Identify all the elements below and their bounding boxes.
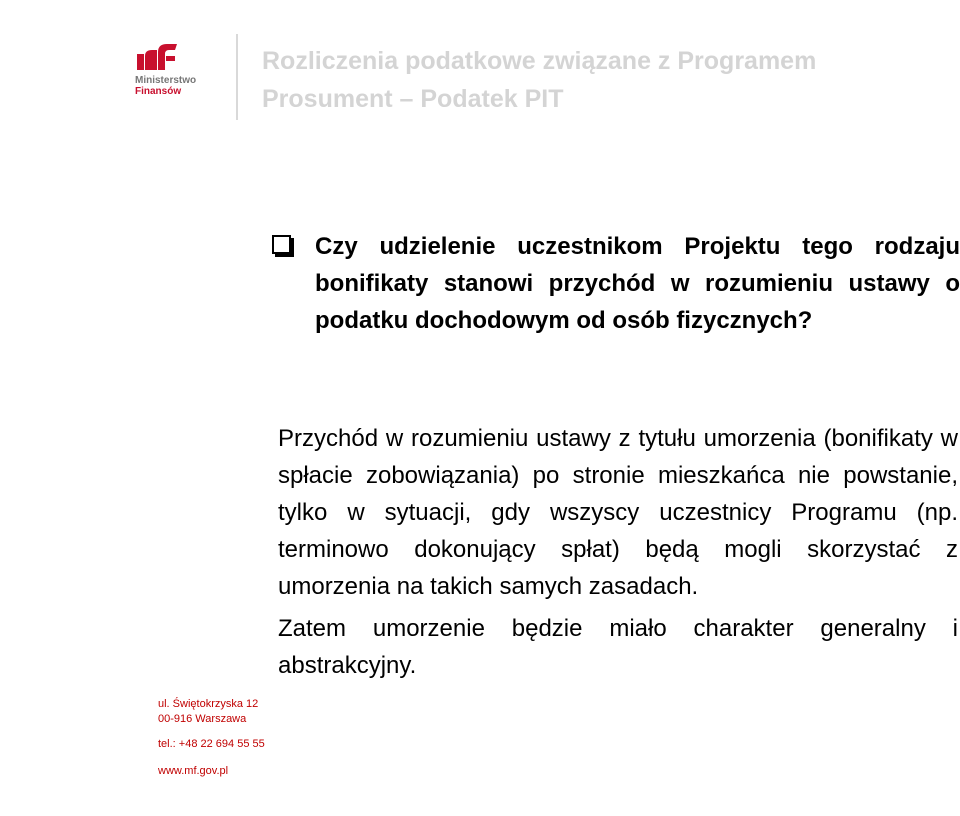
logo-text-ministerstwo: Ministerstwo xyxy=(135,75,197,86)
contact-city: 00-916 Warszawa xyxy=(158,713,247,725)
answer-block xyxy=(278,420,958,684)
ministry-logo xyxy=(135,42,205,102)
contact-street: ul. Świętokrzyska 12 xyxy=(158,698,259,710)
header-divider xyxy=(236,34,238,120)
contact-address xyxy=(158,697,268,727)
slide-title: Rozliczenia podatkowe związane z Programem Prosument – Podatek PIT xyxy=(262,47,817,113)
logo-text-finansow: Finansów xyxy=(135,86,182,97)
ministry-logo-mark-icon xyxy=(135,42,181,72)
contact-phone: tel.: +48 22 694 55 55 xyxy=(158,738,265,750)
contact-website-link[interactable]: www.mf.gov.pl xyxy=(158,765,229,777)
question-block xyxy=(272,228,960,339)
answer-paragraph-2: Zatem umorzenie będzie miało charakter generalny i abstrakcyjny. xyxy=(278,615,958,679)
answer-paragraph-1: Przychód w rozumieniu ustawy z tytułu umorzenia (bonifikaty w spłacie zobowiązania) po stronie mieszkańca nie powstanie, tylko w sytuacji, gdy wszyscy uczestnicy Programu (np. terminowo dokonujący spłat) będą mogli skorzystać z umorzenia na takich samych zasadach. xyxy=(278,425,958,600)
checkbox-outline-icon xyxy=(272,235,291,254)
question-text: Czy udzielenie uczestnikom Projektu tego rodzaju bonifikaty stanowi przychód w rozumieniu ustawy o podatku dochodowym od osób fizycznych? xyxy=(315,233,960,334)
